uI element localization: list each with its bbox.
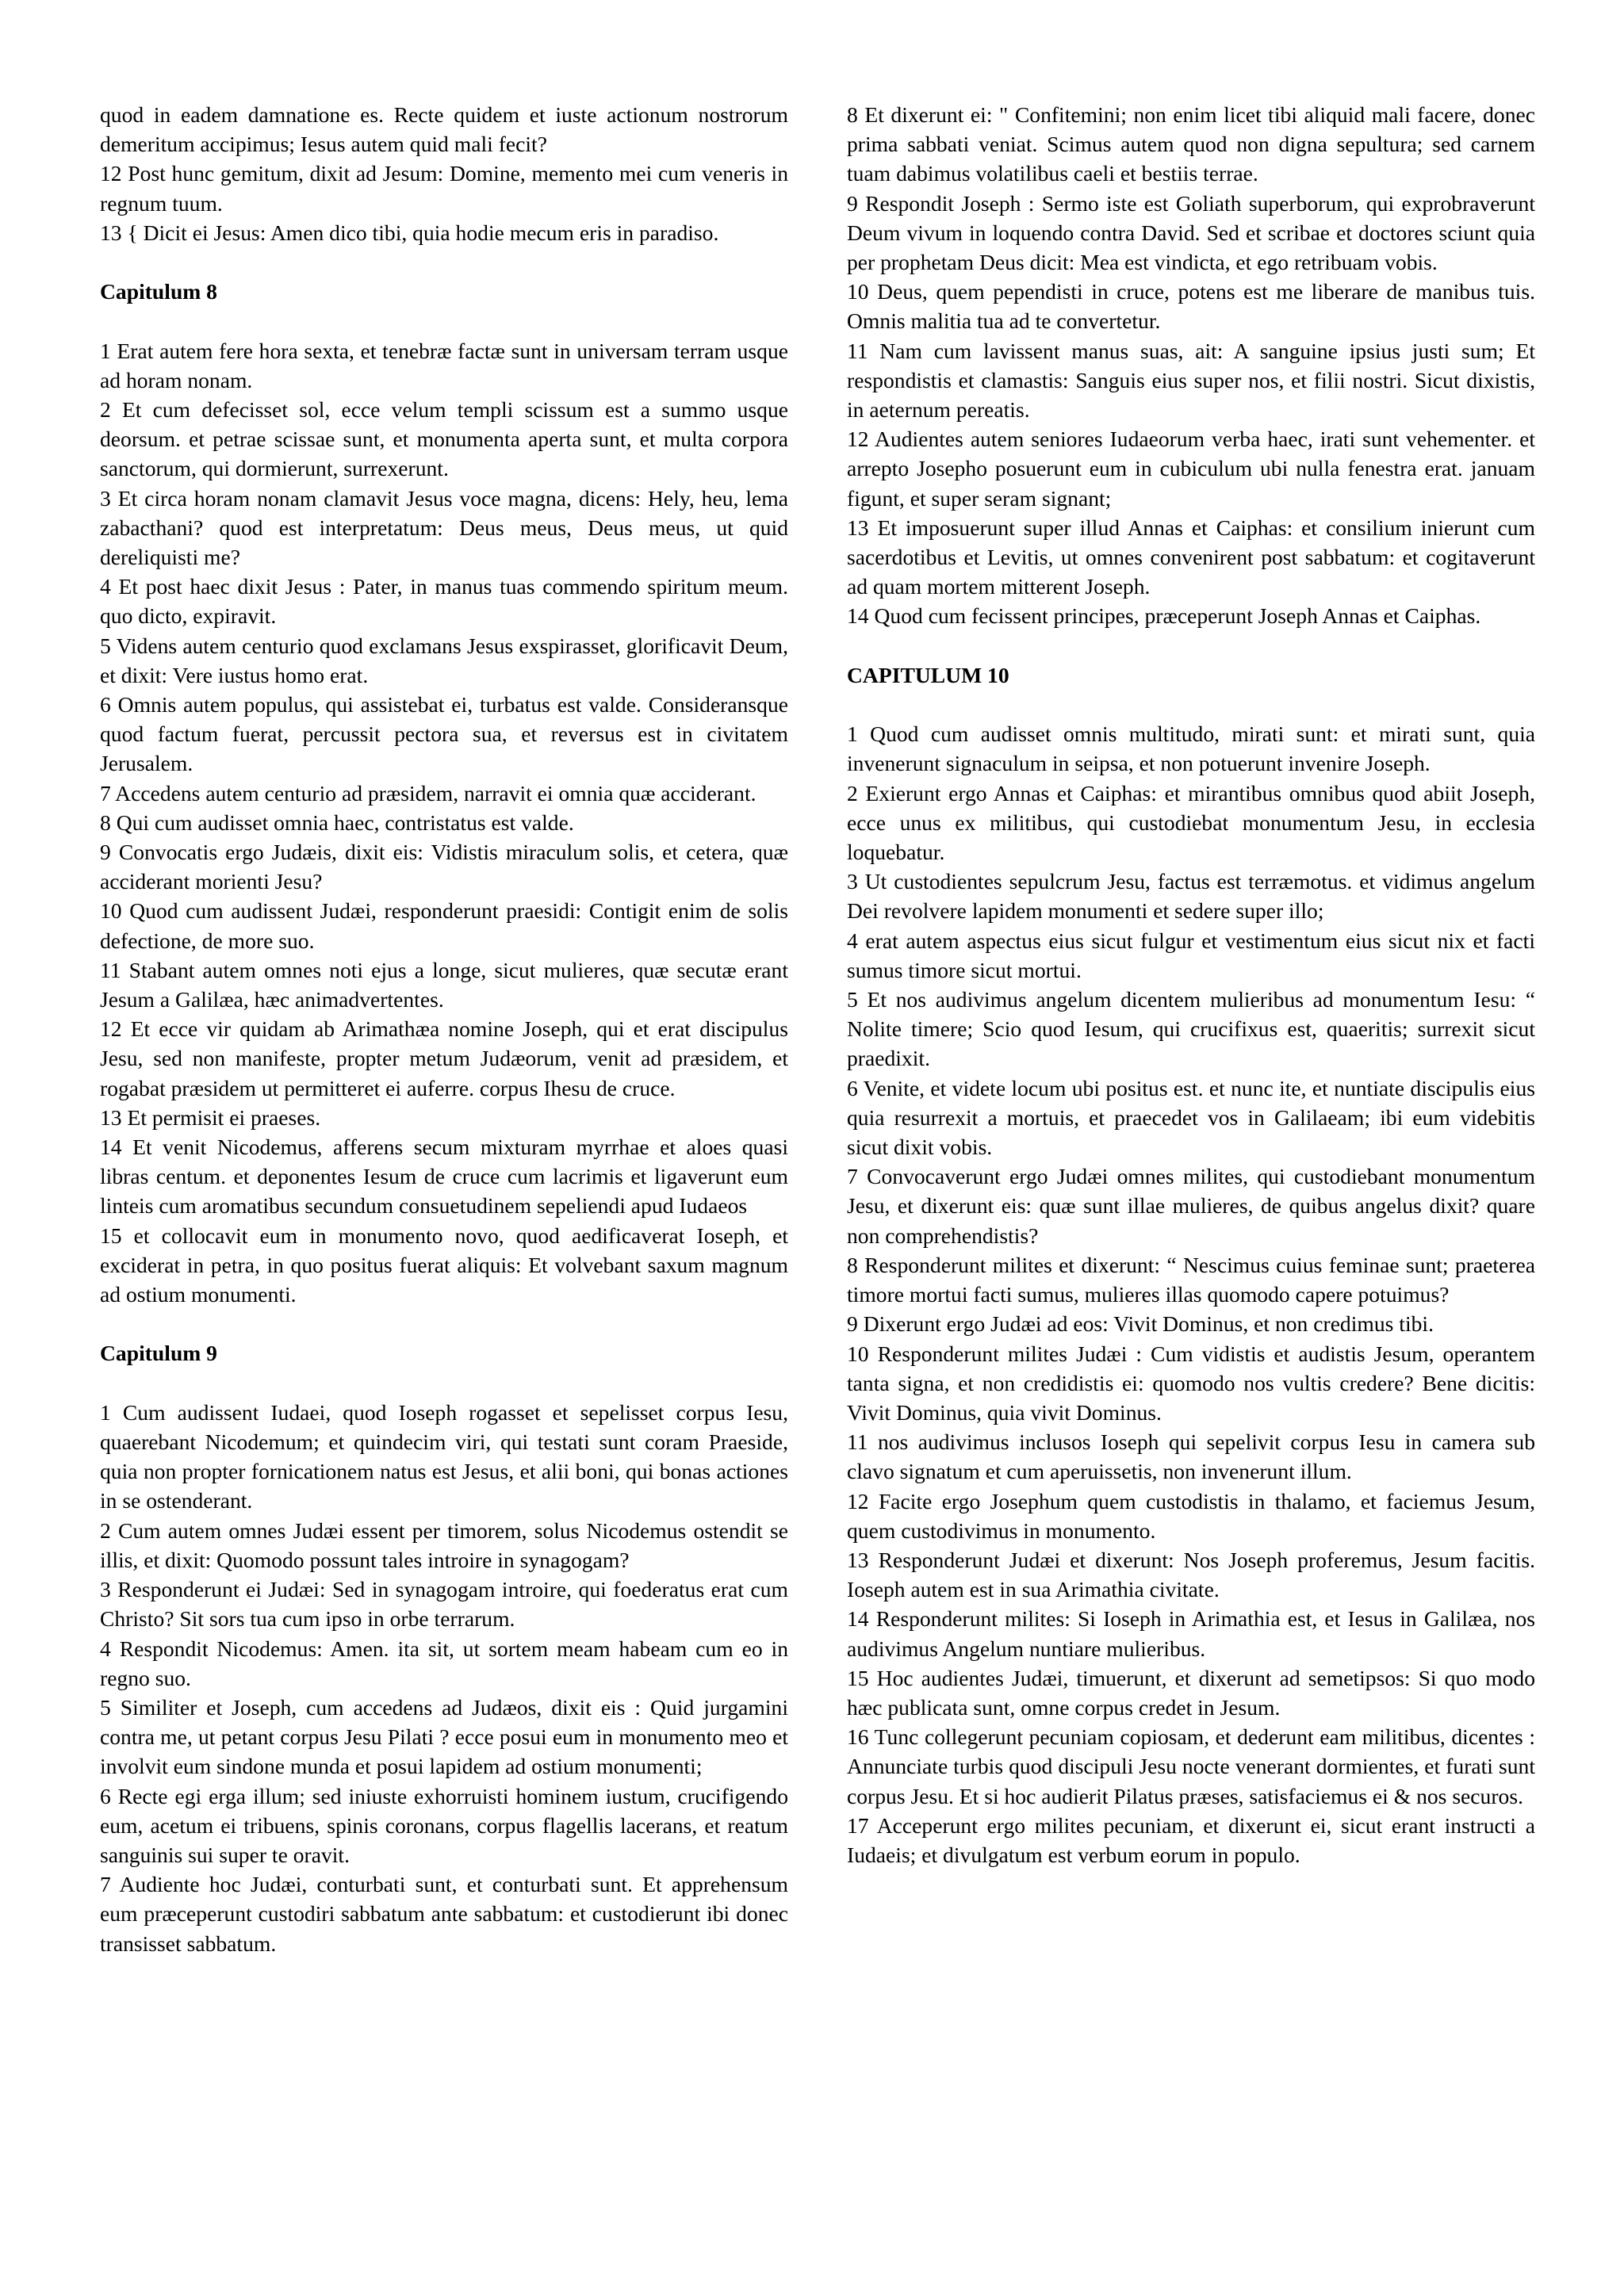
verse-paragraph: 7 Audiente hoc Judæi, conturbati sunt, et conturbati sunt. Et apprehensum eum præceperunt custodiri sabbatum ante sabbatum: et custodierunt ibi donec transisset sabbatum. bbox=[100, 1872, 788, 1956]
verse-paragraph: 14 Et venit Nicodemus, afferens secum mixturam myrrhae et aloes quasi libras centum. et deponentes Iesum de cruce cum lacrimis et ligaverunt eum linteis cum aromatibus secundum consuetudinem sepeliendi apud Iudaeos bbox=[100, 1135, 788, 1219]
verse-paragraph: 13 Et permisit ei praeses. bbox=[100, 1104, 321, 1130]
verse-paragraph: 2 Exierunt ergo Annas et Caiphas: et mirantibus omnibus quod abiit Joseph, ecce unus ex militibus, qui custodiebat monumentum Jesu, in ecclesia loquebatur. bbox=[847, 780, 1535, 865]
verse-paragraph: 10 Quod cum audissent Judæi, responderunt praesidi: Contigit enim de solis defectione, de more suo. bbox=[100, 898, 788, 953]
verse-paragraph: 2 Et cum defecisset sol, ecce velum templi scissum est a summo usque deorsum. et petrae scissae sunt, et monumenta aperta sunt, et multa corpora sanctorum, qui dormierunt, surrexerunt. bbox=[100, 397, 788, 481]
left-column bbox=[100, 100, 788, 1958]
verse-paragraph: 8 Qui cum audisset omnia haec, contristatus est valde. bbox=[100, 809, 574, 835]
verse-paragraph: 9 Dixerunt ergo Judæi ad eos: Vivit Dominus, et non credimus tibi. bbox=[847, 1311, 1434, 1337]
verse-paragraph: 15 Hoc audientes Judæi, timuerunt, et dixerunt ad semetipsos: Si quo modo hæc publicata sunt, omne corpus credet in Jesum. bbox=[847, 1665, 1535, 1720]
verse-paragraph: 10 Deus, quem pependisti in cruce, potens est me liberare de manibus tuis. Omnis malitia tua ad te convertetur. bbox=[847, 279, 1535, 334]
verse-paragraph: 1 Erat autem fere hora sexta, et tenebræ factæ sunt in universam terram usque ad horam nonam. bbox=[100, 338, 788, 392]
verse-paragraph: 13 { Dicit ei Jesus: Amen dico tibi, quia hodie mecum eris in paradiso. bbox=[100, 220, 719, 245]
verse-paragraph: 7 Convocaverunt ergo Judæi omnes milites, qui custodiebant monumentum Jesu, et dixerunt eis: quæ sunt illae mulieres, de quibus angelus dixit? quare non comprehendistis? bbox=[847, 1164, 1535, 1248]
verse-paragraph: 1 Cum audissent Iudaei, quod Ioseph rogasset et sepelisset corpus Iesu, quaerebant Nicodemum; et quindecim viri, qui testati sunt coram Praeside, quia non propter fornicationem natus est Jesus, et alii boni, qui bonas actiones in se ostenderant. bbox=[100, 1399, 788, 1513]
verse-paragraph: 6 Omnis autem populus, qui assistebat ei, turbatus est valde. Consideransque quod factum fuerat, percussit pectora sua, et reversus est in civitatem Jerusalem. bbox=[100, 692, 788, 776]
verse-paragraph: 10 Responderunt milites Judæi : Cum vidistis et audistis Jesum, operantem tanta signa, et non credidistis ei: quomodo nos vultis credere? Bene dicitis: Vivit Dominus, quia vivit Dominus. bbox=[847, 1341, 1535, 1425]
chapter-heading: Capitulum 8 bbox=[100, 279, 217, 304]
verse-paragraph: 1 Quod cum audisset omnis multitudo, mirati sunt: et mirati sunt, quia invenerunt signaculum in seipsa, et non potuerunt invenire Joseph. bbox=[847, 721, 1535, 776]
verse-paragraph: 3 Ut custodientes sepulcrum Jesu, factus est terræmotus. et vidimus angelum Dei revolvere lapidem monumenti et sedere super illo; bbox=[847, 869, 1535, 924]
verse-paragraph: 11 Nam cum lavissent manus suas, ait: A sanguine ipsius justi sum; Et respondistis et clamastis: Sanguis eius super nos, et filii nostri. Sicut dixistis, in aeternum pereatis. bbox=[847, 338, 1535, 423]
verse-paragraph: 9 Convocatis ergo Judæis, dixit eis: Vidistis miraculum solis, et cetera, quæ acciderant morienti Jesu? bbox=[100, 840, 788, 894]
verse-paragraph: 12 Audientes autem seniores Iudaeorum verba haec, irati sunt vehementer. et arrepto Josepho posuerunt eum in cubiculum ubi nulla fenestra erat. januam figunt, et super seram signant; bbox=[847, 427, 1535, 511]
verse-paragraph: quod in eadem damnatione es. Recte quidem et iuste actionum nostrorum demeritum accipimus; Iesus autem quid mali fecit? bbox=[100, 102, 788, 157]
verse-paragraph: 8 Responderunt milites et dixerunt: “ Nescimus cuius feminae sunt; praeterea timore mortui facti sumus, mulieres illas quomodo capere potuimus? bbox=[847, 1252, 1535, 1307]
verse-paragraph: 8 Et dixerunt ei: " Confitemini; non enim licet tibi aliquid mali facere, donec prima sabbati veniat. Scimus autem quod non digna sepultura; sed carnem tuam dabimus volatilibus caeli et bestiis terrae. bbox=[847, 102, 1535, 186]
verse-paragraph: 9 Respondit Joseph : Sermo iste est Goliath superborum, qui exprobraverunt Deum vivum in loquendo contra David. Sed et scribae et doctores sciunt quia per prophetam Deus dicit: Mea est vindicta, et ego retribuam vobis. bbox=[847, 190, 1535, 275]
verse-paragraph: 11 nos audivimus inclusos Ioseph qui sepelivit corpus Iesu in camera sub clavo signatum et cum aperuissetis, non invenerunt illum. bbox=[847, 1429, 1535, 1484]
verse-paragraph: 2 Cum autem omnes Judæi essent per timorem, solus Nicodemus ostendit se illis, et dixit: Quomodo possunt tales introire in synagogam? bbox=[100, 1517, 788, 1572]
verse-paragraph: 6 Recte egi erga illum; sed iniuste exhorruisti hominem iustum, crucifigendo eum, acetum ei tribuens, spinis coronans, corpus flagellis lacerans, et reatum sanguinis sui super te oravit. bbox=[100, 1783, 788, 1867]
verse-paragraph: 16 Tunc collegerunt pecuniam copiosam, et dederunt eam militibus, dicentes : Annunciate turbis quod discipuli Jesu nocte venerant dormientes, et furati sunt corpus Jesu. Et si hoc audierit Pilatus præses, satisfaciemus ei & nos securos. bbox=[847, 1724, 1535, 1808]
verse-paragraph: 12 Post hunc gemitum, dixit ad Jesum: Domine, memento mei cum veneris in regnum tuum. bbox=[100, 161, 788, 216]
verse-paragraph: 14 Responderunt milites: Si Ioseph in Arimathia est, et Iesus in Galilæa, nos audivimus Angelum nuntiare mulieribus. bbox=[847, 1606, 1535, 1661]
verse-paragraph: 15 et collocavit eum in monumento novo, quod aedificaverat Ioseph, et exciderat in petra, in quo positus fuerat aliquis: Et volvebant saxum magnum ad ostium monumenti. bbox=[100, 1223, 788, 1307]
verse-paragraph: 17 Acceperunt ergo milites pecuniam, et dixerunt ei, sicut erant instructi a Iudaeis; et divulgatum est verbum eorum in populo. bbox=[847, 1812, 1535, 1867]
verse-paragraph: 12 Facite ergo Josephum quem custodistis in thalamo, et faciemus Jesum, quem custodivimus in monumento. bbox=[847, 1488, 1535, 1543]
verse-paragraph: 12 Et ecce vir quidam ab Arimathæa nomine Joseph, qui et erat discipulus Jesu, sed non manifeste, propter metum Judæorum, venit ad præsidem, et rogabat præsidem ut permitteret ei auferre. corpus Ihesu de cruce. bbox=[100, 1016, 788, 1100]
verse-paragraph: 5 Et nos audivimus angelum dicentem mulieribus ad monumentum Iesu: “ Nolite timere; Scio quod Iesum, qui crucifixus est, quaeritis; surrexit sicut praedixit. bbox=[847, 987, 1535, 1071]
verse-paragraph: 6 Venite, et videte locum ubi positus est. et nunc ite, et nuntiate discipulis eius quia resurrexit a mortuis, et praecedet vos in Galilaeam; ibi eum videbitis sicut dixit vobis. bbox=[847, 1075, 1535, 1160]
verse-paragraph: 4 erat autem aspectus eius sicut fulgur et vestimentum eius sicut nix et facti sumus timore sicut mortui. bbox=[847, 928, 1535, 982]
verse-paragraph: 4 Respondit Nicodemus: Amen. ita sit, ut sortem meam habeam cum eo in regno suo. bbox=[100, 1636, 788, 1690]
right-column bbox=[847, 100, 1535, 1869]
verse-paragraph: 4 Et post haec dixit Jesus : Pater, in manus tuas commendo spiritum meum. quo dicto, expiravit. bbox=[100, 574, 788, 629]
verse-paragraph: 13 Et imposuerunt super illud Annas et Caiphas: et consilium inierunt cum sacerdotibus et Levitis, ut omnes convenirent post sabbatum: et cogitaverunt ad quam mortem mitterent Joseph. bbox=[847, 515, 1535, 599]
verse-paragraph: 13 Responderunt Judæi et dixerunt: Nos Joseph proferemus, Jesum facitis. Ioseph autem est in sua Arimathia civitate. bbox=[847, 1547, 1535, 1602]
verse-paragraph: 14 Quod cum fecissent principes, præceperunt Joseph Annas et Caiphas. bbox=[847, 603, 1481, 629]
verse-paragraph: 5 Similiter et Joseph, cum accedens ad Judæos, dixit eis : Quid jurgamini contra me, ut petant corpus Jesu Pilati ? ecce posui eum in monumento meo et involvit eum sindone munda et posui lapidem ad ostium monumenti; bbox=[100, 1694, 788, 1779]
chapter-heading: Capitulum 9 bbox=[100, 1341, 217, 1366]
verse-paragraph: 7 Accedens autem centurio ad præsidem, narravit ei omnia quæ acciderant. bbox=[100, 780, 756, 806]
verse-paragraph: 11 Stabant autem omnes noti ejus a longe, sicut mulieres, quæ secutæ erant Jesum a Galilæa, hæc animadvertentes. bbox=[100, 957, 788, 1012]
verse-paragraph: 3 Et circa horam nonam clamavit Jesus voce magna, dicens: Hely, heu, lema zabacthani? quod est interpretatum: Deus meus, Deus meus, ut quid dereliquisti me? bbox=[100, 485, 788, 570]
verse-paragraph: 5 Videns autem centurio quod exclamans Jesus exspirasset, glorificavit Deum, et dixit: Vere iustus homo erat. bbox=[100, 633, 788, 687]
chapter-heading: CAPITULUM 10 bbox=[847, 662, 1009, 687]
verse-paragraph: 3 Responderunt ei Judæi: Sed in synagogam introire, qui foederatus erat cum Christo? Sit sors tua cum ipso in orbe terrarum. bbox=[100, 1577, 788, 1632]
